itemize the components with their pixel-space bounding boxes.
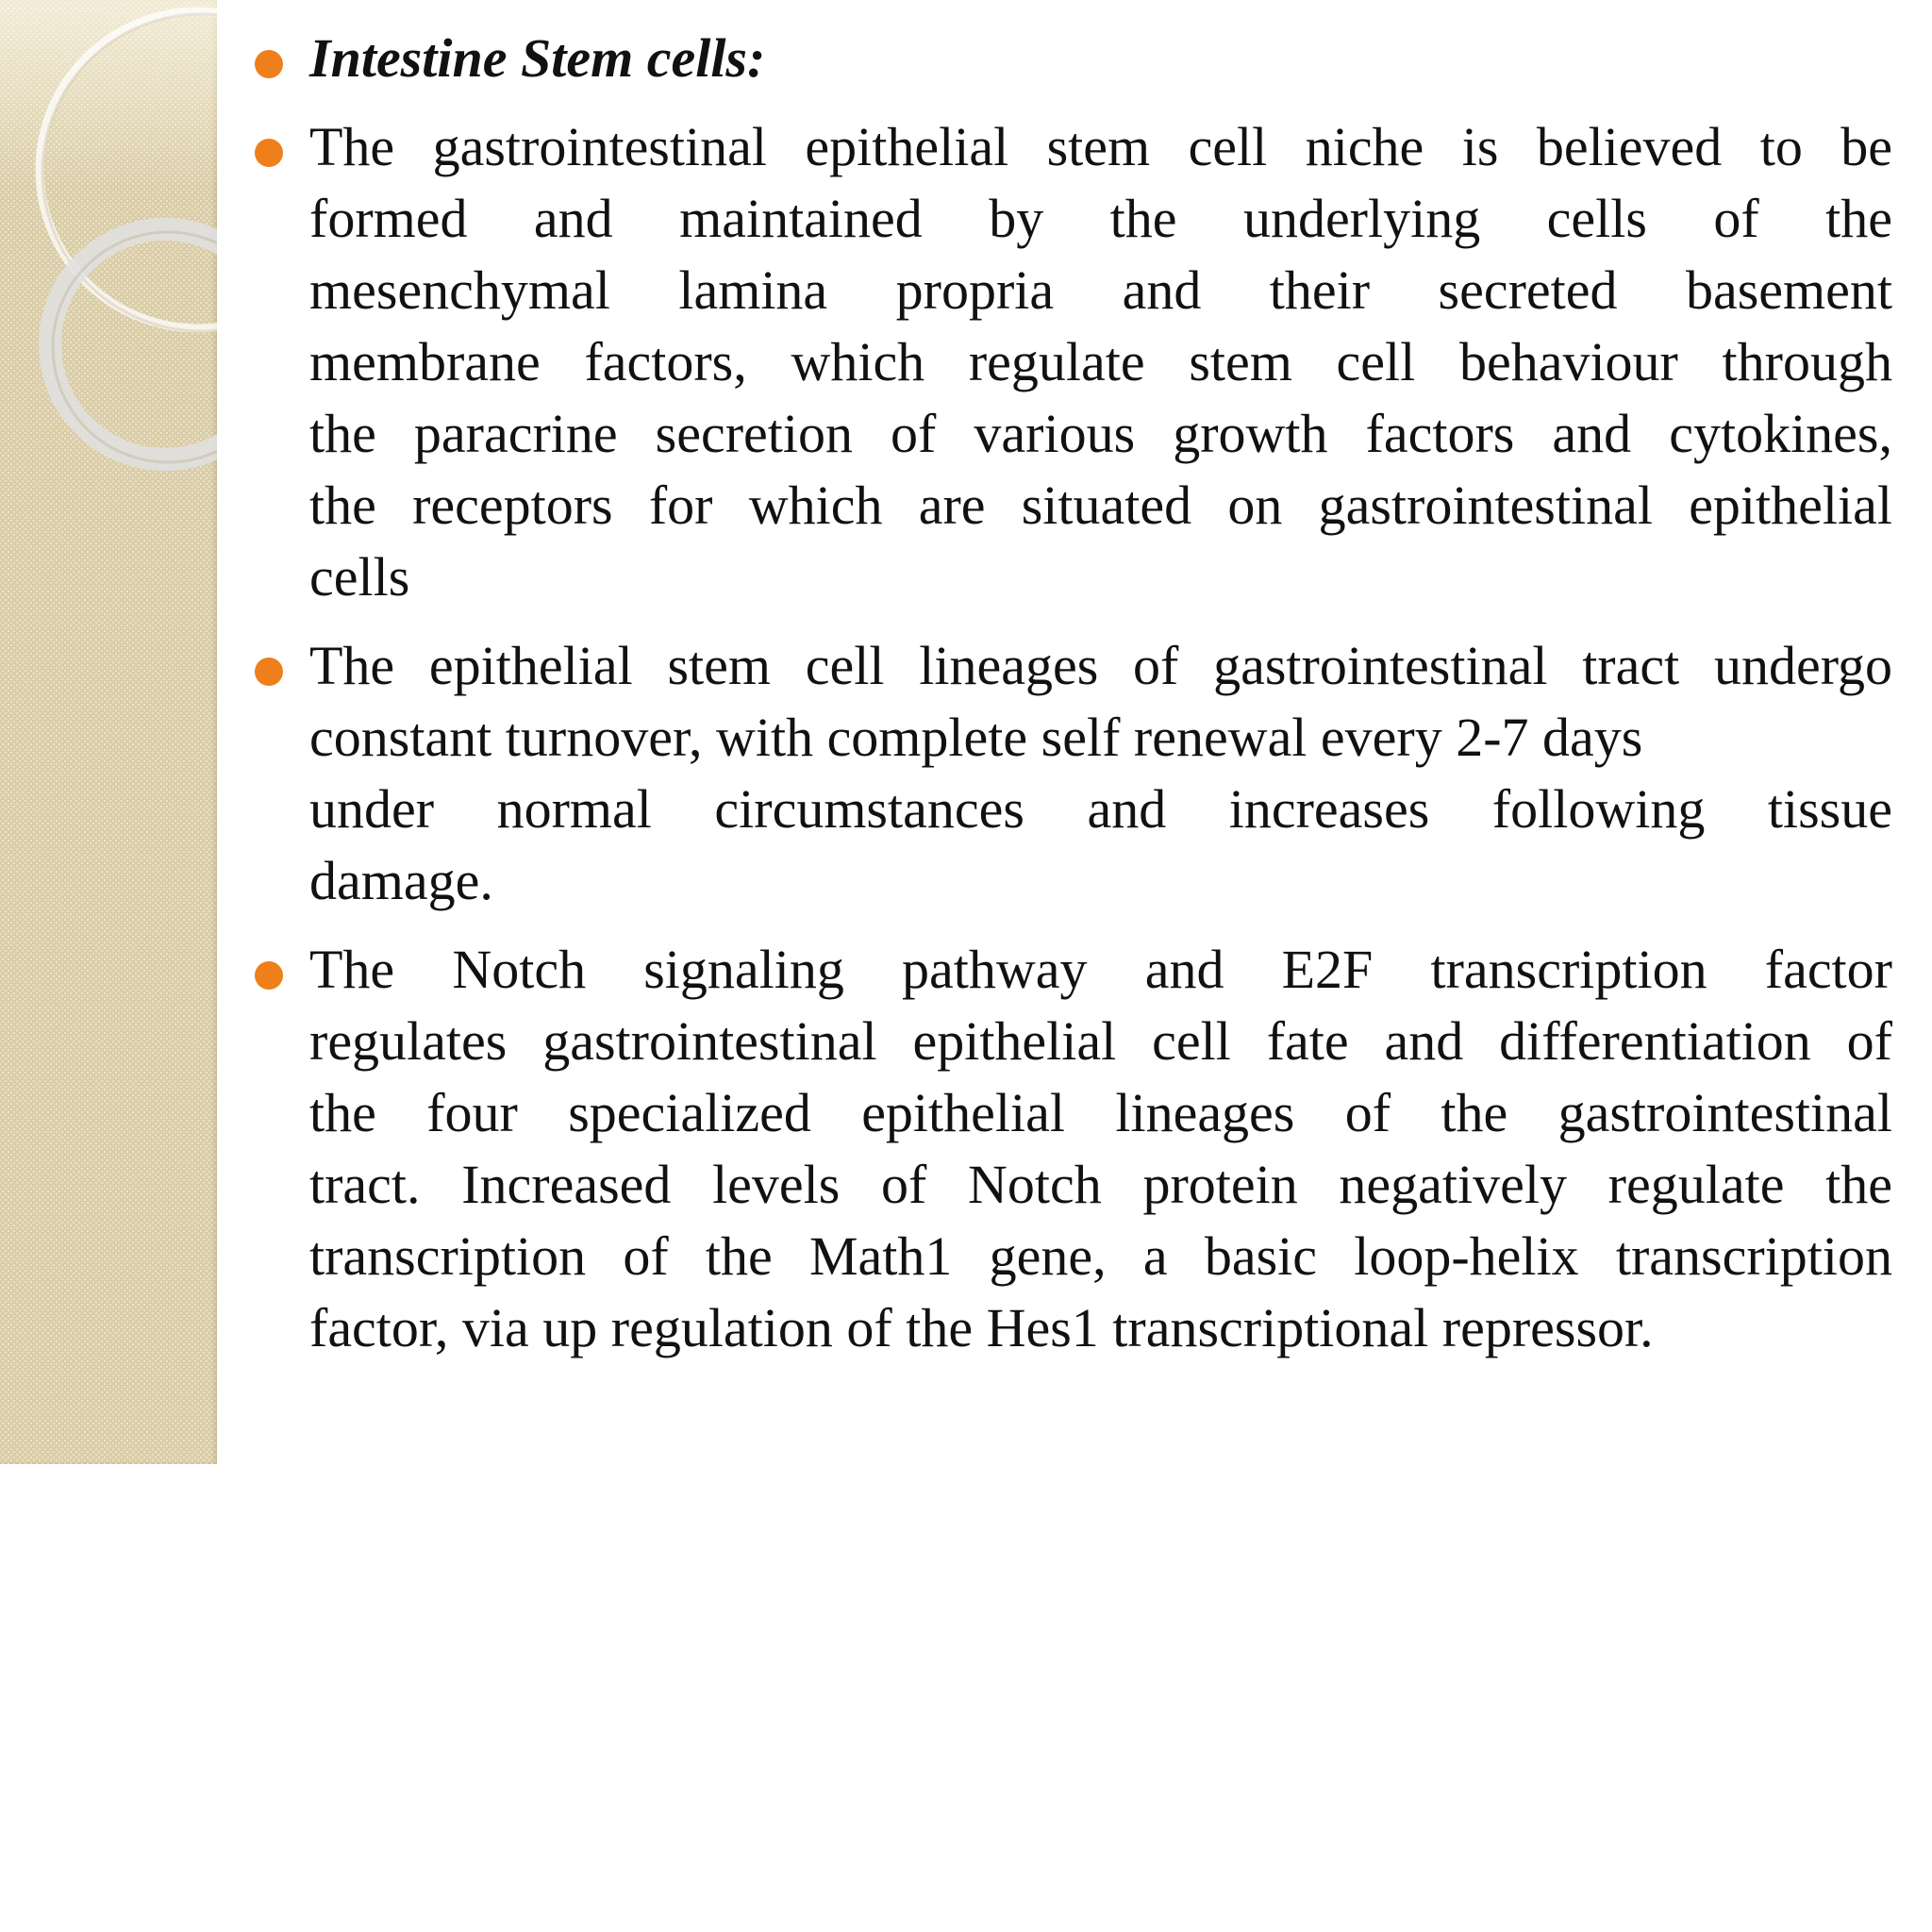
text-line: regulates gastrointestinal epithelial cell fate and differentiation of — [309, 1010, 1892, 1072]
text-line: under normal circumstances and increases following tissue — [309, 778, 1892, 840]
text-line: mesenchymal lamina propria and their secreted basement — [309, 259, 1892, 321]
text-line: the receptors for which are situated on gastrointestinal epithelial — [309, 475, 1892, 536]
bullet-3 — [247, 934, 1892, 1364]
text-line: transcription of the Math1 gene, a basic loop-helix transcription — [309, 1225, 1892, 1287]
text-line: The Notch signaling pathway and E2F transcription factor — [309, 939, 1892, 1000]
bullet-dot-icon — [255, 139, 283, 167]
bullet-dot-icon — [255, 658, 283, 686]
text-line: factor, via up regulation of the Hes1 transcriptional repressor. — [309, 1297, 1654, 1358]
slide-content — [247, 23, 1892, 1381]
bullet-heading — [247, 23, 1892, 94]
text-line: the paracrine secretion of various growth factors and cytokines, — [309, 403, 1892, 464]
text-line: cells — [309, 546, 410, 608]
bullet-2 — [247, 630, 1892, 917]
bullet-text — [309, 934, 1892, 1364]
bullet-text — [309, 630, 1892, 917]
text-line: the four specialized epithelial lineages of the gastrointestinal — [309, 1082, 1892, 1143]
text-line: tract. Increased levels of Notch protein negatively regulate the — [309, 1154, 1892, 1215]
text-line: The gastrointestinal epithelial stem cell niche is believed to be — [309, 116, 1892, 177]
decorative-rings — [0, 0, 217, 528]
bullet-dot-icon — [255, 50, 283, 78]
text-line: constant turnover, with complete self renewal every 2-7 days — [309, 707, 1643, 768]
text-line: formed and maintained by the underlying cells of the — [309, 188, 1892, 249]
bullet-text — [309, 111, 1892, 613]
bullet-dot-icon — [255, 961, 283, 990]
text-line: membrane factors, which regulate stem cell behaviour through — [309, 331, 1892, 392]
decorative-sidebar — [0, 0, 217, 1464]
text-line: The epithelial stem cell lineages of gastrointestinal tract undergo — [309, 635, 1892, 696]
text-line: damage. — [309, 850, 493, 911]
small-ring — [50, 229, 217, 459]
bullet-1 — [247, 111, 1892, 613]
section-heading: Intestine Stem cells: — [309, 27, 766, 89]
